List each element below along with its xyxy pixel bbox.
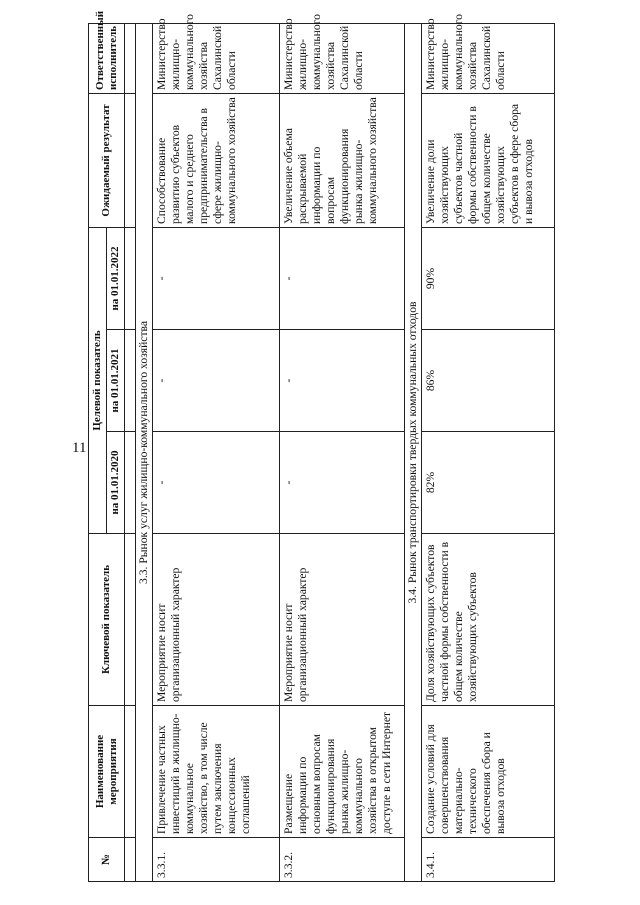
cell-indicator: Мероприятие носит организационный характер	[153, 534, 280, 706]
cell-value-2022: -	[153, 227, 280, 329]
header-date-2021: на 01.01.2021	[107, 330, 125, 432]
section-title-row	[405, 23, 422, 881]
header-target: Целевой показатель	[89, 227, 107, 533]
rotated-sheet	[88, 10, 633, 882]
section-title: 3.3. Рынок услуг жилищно-коммунального хозяйства	[136, 23, 153, 881]
cell-responsible: Министерство жилищно-коммунального хозяйства Сахалинской области	[153, 23, 280, 93]
cell-name: Размещение информации по основным вопросам функционирования рынка жилищно-коммунального хозяйства в открытом доступе в сети Интернет	[280, 706, 405, 838]
cell-responsible: Министерство жилищно-коммунального хозяйства Сахалинской области	[422, 23, 555, 93]
header-date-2020: на 01.01.2020	[107, 432, 125, 534]
cell-name: Привлечение частных инвестиций в жилищно-коммунальное хозяйство, в том числе путем заключения концессионных соглашений	[153, 706, 280, 838]
header-expected: Ожидаемый результат	[89, 93, 125, 227]
page-number: 11	[72, 440, 87, 456]
cell-value-2021: -	[153, 330, 280, 432]
cell-indicator: Доля хозяйствующих субъектов частной формы собственности в общем количестве хозяйствующих субъектов	[422, 534, 555, 706]
header-name: Наименование мероприятия	[89, 706, 125, 838]
table-row	[422, 23, 555, 881]
cell-num: 3.3.2.	[280, 838, 405, 882]
cell-expected: Увеличение объема раскрываемой информации по вопросам функционирования рынка жилищно-коммунального хозяйства	[280, 93, 405, 227]
header-responsible: Ответственный исполнитель	[89, 23, 125, 93]
table-row	[153, 23, 280, 881]
cell-value-2020: 82%	[422, 432, 555, 534]
cell-value-2020: -	[280, 432, 405, 534]
cell-responsible: Министерство жилищно-коммунального хозяйства Сахалинской области	[280, 23, 405, 93]
cell-value-2022: 90%	[422, 227, 555, 329]
header-indicator: Ключевой показатель	[89, 534, 125, 706]
header-date-2022: на 01.01.2022	[107, 227, 125, 329]
spacer-row	[125, 23, 136, 881]
section-title-row	[136, 23, 153, 881]
cell-expected: Увеличение доли хозяйствующих субъектов частной формы собственности в общем количестве хозяйствующих субъектов в сфере сбора и вывоза отходов	[422, 93, 555, 227]
cell-value-2021: -	[280, 330, 405, 432]
cell-expected: Способствование развитию субъектов малого и среднего предпринимательства в сфере жилищно-коммунального хозяйства	[153, 93, 280, 227]
table-row	[280, 23, 405, 881]
measures-table	[88, 10, 555, 882]
header-row	[89, 23, 107, 881]
cell-num: 3.3.1.	[153, 838, 280, 882]
cell-value-2022: -	[280, 227, 405, 329]
section-title: 3.4. Рынок транспортировки твердых коммунальных отходов	[405, 23, 422, 881]
cell-indicator: Мероприятие носит организационный характер	[280, 534, 405, 706]
cell-value-2021: 86%	[422, 330, 555, 432]
cell-name: Создание условий для совершенствования материально-технического обеспечения сбора и вывоза отходов	[422, 706, 555, 838]
header-num: №	[89, 838, 125, 882]
cell-value-2020: -	[153, 432, 280, 534]
cell-num: 3.4.1.	[422, 838, 555, 882]
